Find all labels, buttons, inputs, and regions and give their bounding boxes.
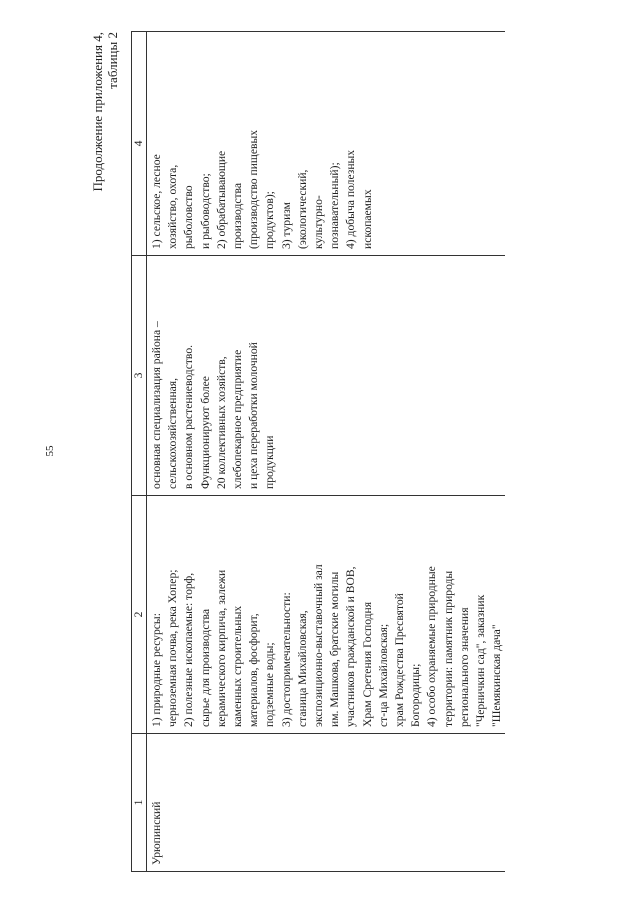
cell-line: познавательный);	[328, 162, 342, 249]
cell-line: 20 коллективных хозяйств,	[214, 356, 228, 489]
rotated-page-content	[90, 32, 550, 872]
cell-line: участников гражданской и ВОВ,	[344, 566, 358, 727]
cell-line: Богородицы;	[409, 663, 423, 727]
table-header-row	[132, 32, 147, 872]
cell-line: Урюпинский	[150, 801, 163, 865]
column-header-1: 1	[132, 734, 147, 872]
table-row	[147, 32, 506, 872]
cell-line: ст-ца Михайловская;	[376, 623, 390, 727]
cell-line: 2) полезные ископаемые: торф,	[182, 572, 196, 727]
cell-line: (производство пищевых	[247, 129, 261, 249]
industries-cell	[147, 32, 506, 256]
cell-line: 1) сельское, лесное	[150, 154, 163, 249]
caption-line-1: Продолжение приложения 4,	[90, 32, 105, 192]
table-caption	[90, 32, 120, 192]
resources-cell	[147, 496, 506, 734]
cell-line: основная специализация района –	[150, 321, 163, 489]
cell-line: 4) добыча полезных	[344, 149, 358, 249]
cell-line: им. Машкова, братские могилы	[328, 571, 342, 727]
cell-line: регионального значения	[457, 607, 471, 727]
district-name-cell	[147, 734, 506, 872]
cell-line: 2) обрабатывающие	[214, 150, 228, 249]
cell-line: подземные воды;	[263, 642, 277, 727]
cell-line: продуктов);	[263, 191, 277, 249]
cell-line: культурно-	[312, 195, 326, 249]
column-header-3: 3	[132, 256, 147, 496]
cell-line: керамического кирпича, залежи	[214, 569, 228, 727]
cell-line: и рыбоводство;	[198, 173, 212, 249]
column-header-4: 4	[132, 32, 147, 256]
cell-line: и цеха переработки молочной	[247, 342, 261, 489]
cell-line: рыболовство	[182, 185, 196, 249]
specialization-cell	[147, 256, 506, 496]
cell-line: сырье для производства	[198, 609, 212, 727]
cell-line: 1) природные ресурсы:	[150, 613, 163, 727]
cell-line: храм Рождества Пресвятой	[393, 593, 407, 727]
cell-line: 3) туризм	[279, 201, 293, 249]
cell-line: экспозиционно-выставочный зал	[312, 564, 326, 727]
cell-line: материалов, фосфорит,	[247, 613, 261, 727]
cell-line: Храм Сретения Господня	[360, 601, 374, 727]
cell-line: 4) особо охраняемые природные	[425, 566, 439, 727]
page-number: 55	[44, 445, 56, 457]
cell-line: Функционируют более	[198, 376, 212, 489]
cell-line: (экологический,	[295, 169, 309, 249]
cell-line: продукции	[263, 435, 277, 489]
cell-line: территории: памятник природы	[441, 570, 455, 727]
cell-line: производства	[231, 182, 245, 249]
column-header-2: 2	[132, 496, 147, 734]
cell-line: сельскохозяйственная,	[166, 377, 180, 489]
cell-line: хозяйство, охота,	[166, 164, 180, 249]
cell-line: станица Михайловская,	[295, 610, 309, 727]
cell-line: "Черничкин сад", заказник	[474, 594, 488, 727]
cell-line: 3) достопримечательности:	[279, 592, 293, 727]
cell-line: "Шемякинская дача"	[490, 624, 504, 727]
caption-line-2: таблицы 2	[105, 32, 120, 89]
cell-line: ископаемых	[360, 189, 374, 249]
data-table	[131, 31, 505, 872]
cell-line: каменных строительных	[231, 605, 245, 727]
cell-line: хлебопекарное предприятие	[231, 349, 245, 489]
cell-line: в основном растениеводство.	[182, 344, 196, 489]
cell-line: черноземная почва, река Хопер;	[166, 569, 180, 727]
